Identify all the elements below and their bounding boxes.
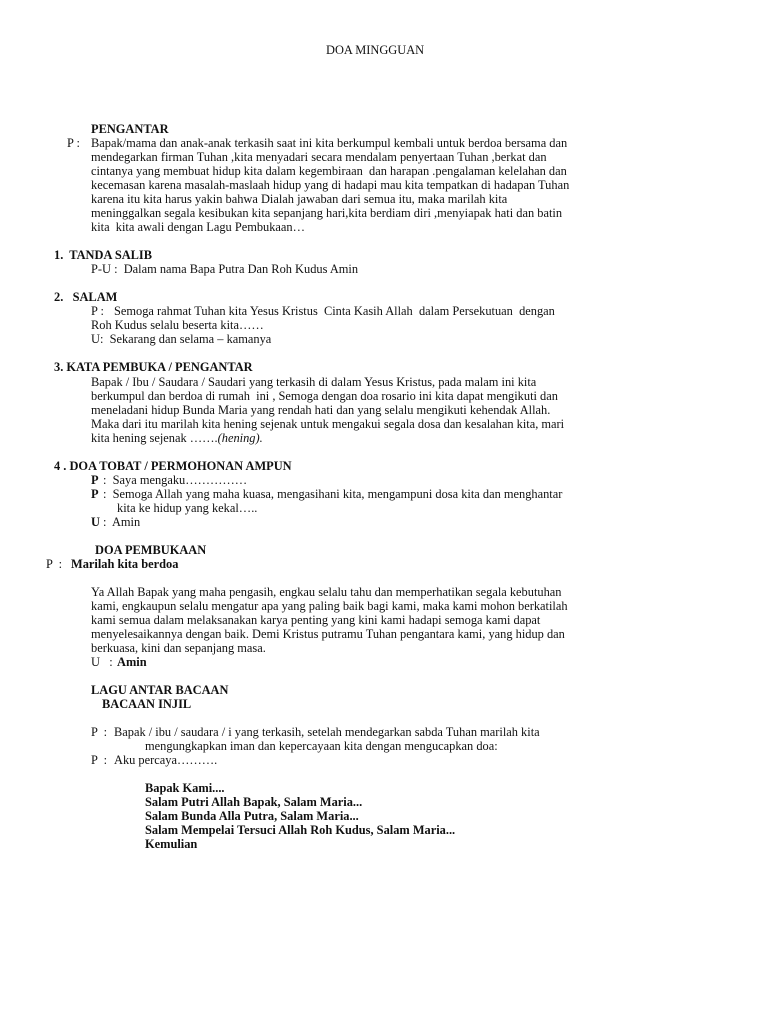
doa-tobat-heading: 4 . DOA TOBAT / PERMOHONAN AMPUN xyxy=(54,459,292,473)
prayer-item: Salam Putri Allah Bapak, Salam Maria... xyxy=(145,795,363,809)
bacaan-p1-label: P : xyxy=(91,725,108,739)
salam-p-label: P : xyxy=(91,304,104,318)
pengantar-line: mendegarkan firman Tuhan ,kita menyadari secara mendalam penyertaan Tuhan ,berkat dan xyxy=(91,150,547,164)
salam-u-line: U: Sekarang dan selama – kamanya xyxy=(91,332,272,346)
kata-pembuka-heading: 3. KATA PEMBUKA / PENGANTAR xyxy=(54,360,253,374)
doa-pembukaan-line: kami, engkaupun selalu mengatur apa yang paling baik bagi kami, maka kami mohon berkatilah xyxy=(91,599,568,613)
doa-pembukaan-line: menyelesaikannya dengan baik. Demi Kristus putramu Tuhan pengantara kami, yang hidup dan xyxy=(91,627,565,641)
kata-pembuka-line: berkumpul dan berdoa di rumah ini , Semoga dengan doa rosario ini kita dapat mengikuti dan xyxy=(91,389,558,403)
bacaan-p1-text: Bapak / ibu / saudara / i yang terkasih, setelah mendegarkan sabda Tuhan marilah kita xyxy=(114,725,540,739)
doa-pembukaan-heading: DOA PEMBUKAAN xyxy=(95,543,207,557)
pengantar-line: kita kita awali dengan Lagu Pembukaan… xyxy=(91,220,306,234)
lagu-heading: LAGU ANTAR BACAAN xyxy=(91,683,229,697)
prayer-item: Salam Mempelai Tersuci Allah Roh Kudus, Salam Maria... xyxy=(145,823,456,837)
document-title: DOA MINGGUAN xyxy=(326,43,425,57)
pengantar-line: cintanya yang membuat hidup kita dalam kegembiraan dan harapan .pengalaman kelelahan dan xyxy=(91,164,567,178)
hening-note: (hening). xyxy=(217,431,263,445)
doa-tobat-p2-label: P xyxy=(91,487,99,501)
bacaan-p1-cont: mengungkapkan iman dan kepercayaan kita dengan mengucapkan doa: xyxy=(145,739,498,753)
doa-tobat-p1-text: : Saya mengaku…………… xyxy=(103,473,248,487)
tanda-salib-heading: 1. TANDA SALIB xyxy=(54,248,153,262)
salam-p-line: Roh Kudus selalu beserta kita…… xyxy=(91,318,264,332)
pengantar-line: meninggalkan segala kesibukan kita sepanjang hari,kita berdiam diri ,menyiapak hati dan batin xyxy=(91,206,563,220)
kata-pembuka-line: meneladani hidup Bunda Maria yang rendah hati dan yang selalu mengikuti kehendak Allah. xyxy=(91,403,551,417)
doa-tobat-u-text: : Amin xyxy=(103,515,141,529)
salam-p-line: Semoga rahmat Tuhan kita Yesus Kristus Cinta Kasih Allah dalam Persekutuan dengan xyxy=(114,304,555,318)
pengantar-line: kecemasan karena masalah-maslaah hidup yang di hadapi mau kita tempatkan di hadapan Tuhan xyxy=(91,178,570,192)
pengantar-heading: PENGANTAR xyxy=(91,122,169,136)
pengantar-line: Bapak/mama dan anak-anak terkasih saat ini kita berkumpul kembali untuk berdoa bersama dan xyxy=(91,136,568,150)
kata-pembuka-line: Bapak / Ibu / Saudara / Saudari yang terkasih di dalam Yesus Kristus, pada malam ini kita xyxy=(91,375,537,389)
doa-tobat-p2-cont: kita ke hidup yang kekal….. xyxy=(117,501,258,515)
tanda-salib-line: P-U : Dalam nama Bapa Putra Dan Roh Kudus Amin xyxy=(91,262,359,276)
doa-pembukaan-p-label: P : xyxy=(46,557,63,571)
doa-pembukaan-p-text: Marilah kita berdoa xyxy=(71,557,179,571)
doa-pembukaan-line: Ya Allah Bapak yang maha pengasih, engkau selalu tahu dan memperhatikan segala kebutuhan xyxy=(91,585,562,599)
doa-tobat-p2-text: : Semoga Allah yang maha kuasa, mengasihani kita, mengampuni dosa kita dan menghantar xyxy=(103,487,563,501)
kata-pembuka-last: kita hening sejenak ……. xyxy=(91,431,218,445)
doa-pembukaan-u-text: Amin xyxy=(117,655,147,669)
kata-pembuka-line xyxy=(91,431,263,445)
doa-pembukaan-line: berkuasa, kini dan sepanjang masa. xyxy=(91,641,266,655)
pengantar-speaker: P : xyxy=(67,136,80,150)
salam-heading: 2. SALAM xyxy=(54,290,118,304)
bacaan-p2-text: Aku percaya………. xyxy=(114,753,218,767)
bacaan-injil-heading: BACAAN INJIL xyxy=(102,697,192,711)
prayer-item: Kemulian xyxy=(145,837,198,851)
kata-pembuka-line: Maka dari itu marilah kita hening sejenak untuk mengakui segala dosa dan kesalahan kita, mari xyxy=(91,417,565,431)
doa-tobat-p1-label: P xyxy=(91,473,99,487)
doa-pembukaan-u-label: U : xyxy=(91,655,113,669)
bacaan-p2-label: P : xyxy=(91,753,108,767)
prayer-item: Salam Bunda Alla Putra, Salam Maria... xyxy=(145,809,359,823)
prayer-item: Bapak Kami.... xyxy=(145,781,225,795)
doa-tobat-u-label: U xyxy=(91,515,100,529)
pengantar-line: karena itu kita harus yakin bahwa Dialah jawaban dari semua itu, maka marilah kita xyxy=(91,192,508,206)
doa-pembukaan-line: kami semua dalam melaksanakan karya penting yang kini kami hadapi semoga kami dapat xyxy=(91,613,541,627)
